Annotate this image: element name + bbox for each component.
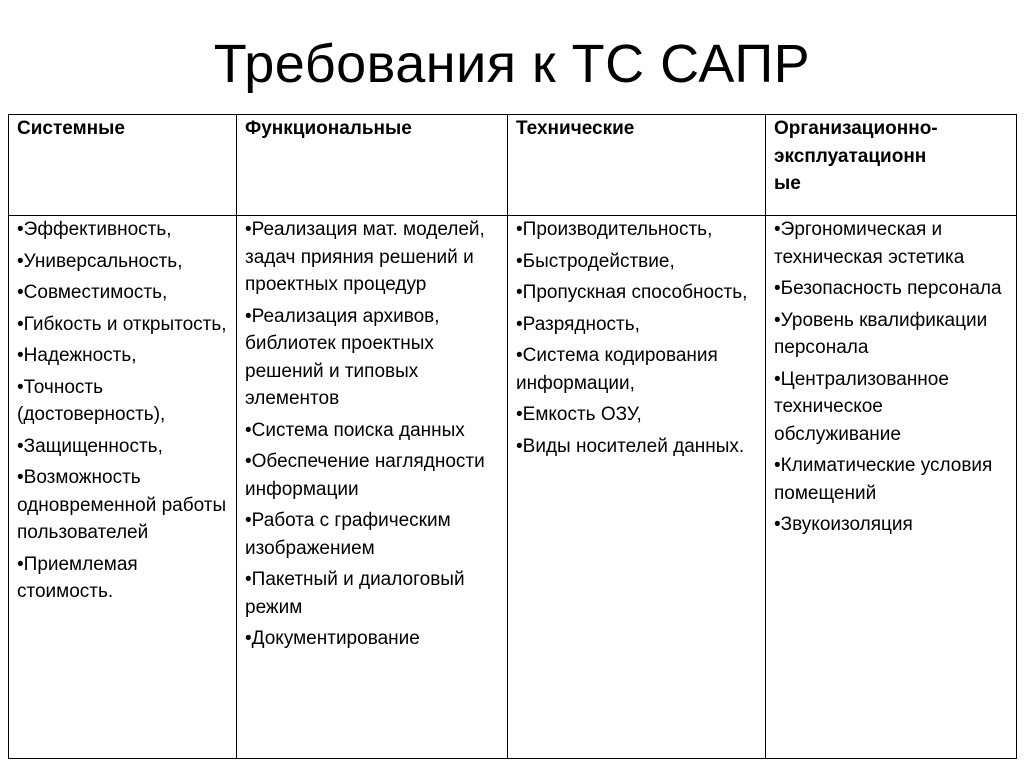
bullet-marker: • — [774, 514, 781, 535]
list-item-text: Звукоизоляция — [780, 514, 913, 535]
bullet-marker: • — [516, 404, 523, 425]
list-organizational — [774, 216, 1010, 539]
bullet-marker: • — [245, 628, 252, 649]
list-item — [774, 275, 1010, 303]
bullet-marker: • — [516, 313, 523, 335]
list-item — [17, 433, 230, 461]
list-technical — [516, 216, 759, 460]
list-item — [516, 342, 759, 397]
bullet-marker: • — [774, 309, 781, 331]
list-item-text: Эргономическая и техническая эстетика — [774, 219, 965, 268]
list-item — [245, 625, 501, 653]
list-item-text: Производительность, — [522, 219, 713, 240]
header-organizational-line-3: ые — [774, 173, 801, 194]
table-body-row — [9, 216, 1017, 759]
list-item-text: Приемлемая стоимость. — [17, 553, 138, 602]
list-item-text: Гибкость и открытость, — [23, 313, 227, 335]
list-item — [516, 279, 759, 307]
list-item — [245, 417, 501, 445]
list-item — [774, 366, 1010, 449]
cell-organizational — [766, 216, 1017, 759]
list-item-text: Реализация мат. моделей, задач прияния решений и проектных процедур — [245, 219, 485, 295]
bullet-marker: • — [245, 219, 252, 240]
list-item-text: Безопасность персонала — [780, 278, 1002, 299]
bullet-marker: • — [17, 553, 24, 575]
list-item — [516, 433, 759, 461]
list-item-text: Климатические условия помещений — [774, 455, 993, 504]
list-item — [245, 448, 501, 503]
list-item — [17, 216, 230, 244]
header-organizational — [766, 115, 1017, 216]
list-item-text: Точность (достоверность), — [17, 376, 166, 425]
list-item — [17, 279, 230, 307]
list-item — [774, 307, 1010, 362]
cell-functional — [237, 216, 508, 759]
bullet-marker: • — [245, 569, 252, 590]
list-item-text: Универсальность, — [23, 250, 183, 272]
list-item — [516, 311, 759, 339]
bullet-marker: • — [245, 305, 252, 327]
list-item-text: Быстродействие, — [522, 250, 675, 272]
header-organizational-line-1: Организационно- — [774, 118, 938, 139]
cell-technical — [508, 216, 766, 759]
list-item-text: Работа с графическим изображением — [245, 510, 451, 559]
cell-system — [9, 216, 237, 759]
list-item — [17, 311, 230, 339]
list-item — [245, 303, 501, 413]
bullet-marker: • — [774, 368, 781, 390]
list-item-text: Пропускная способность, — [522, 282, 748, 303]
bullet-marker: • — [516, 250, 523, 272]
header-functional — [237, 115, 508, 216]
bullet-marker: • — [17, 313, 24, 335]
bullet-marker: • — [516, 282, 523, 303]
page-title: Требования к ТС САПР — [213, 34, 811, 94]
bullet-marker: • — [17, 282, 24, 303]
bullet-marker: • — [17, 345, 24, 366]
bullet-marker: • — [245, 419, 252, 441]
list-item-text: Пакетный и диалоговый режим — [245, 569, 465, 618]
list-item-text: Система поиска данных — [251, 419, 465, 441]
header-functional-label: Функциональные — [245, 118, 412, 139]
bullet-marker: • — [17, 250, 24, 272]
list-item-text: Эффективность, — [23, 219, 172, 240]
list-system — [17, 216, 230, 606]
requirements-table — [8, 114, 1017, 759]
list-item-text: Разрядность, — [522, 313, 640, 335]
bullet-marker: • — [516, 345, 523, 366]
bullet-marker: • — [245, 451, 252, 472]
list-item-text: Реализация архивов, библиотек проектных решений и типовых элементов — [245, 305, 440, 409]
header-technical-label: Технические — [516, 118, 635, 139]
list-item — [17, 342, 230, 370]
list-item — [774, 511, 1010, 539]
list-item — [17, 248, 230, 276]
list-item-text: Совместимость, — [23, 282, 168, 303]
list-item — [516, 216, 759, 244]
header-system-label: Системные — [17, 118, 125, 139]
list-item — [245, 216, 501, 299]
bullet-marker: • — [17, 219, 24, 240]
list-item-text: Документирование — [251, 628, 420, 649]
bullet-marker: • — [774, 455, 781, 476]
bullet-marker: • — [17, 435, 24, 457]
bullet-marker: • — [245, 510, 252, 531]
list-item — [17, 464, 230, 547]
list-item-text: Надежность, — [23, 345, 137, 366]
bullet-marker: • — [17, 376, 24, 398]
bullet-marker: • — [516, 435, 523, 457]
bullet-marker: • — [774, 278, 781, 299]
list-item-text: Защищенность, — [23, 435, 163, 457]
list-item-text: Виды носителей данных. — [522, 435, 745, 457]
list-item — [516, 401, 759, 429]
table-header-row — [9, 115, 1017, 216]
list-item — [516, 248, 759, 276]
bullet-marker: • — [516, 219, 523, 240]
list-item — [774, 452, 1010, 507]
list-item-text: Возможность одновременной работы пользователей — [17, 467, 227, 543]
list-item — [774, 216, 1010, 271]
list-item — [245, 566, 501, 621]
list-item-text: Обеспечение наглядности информации — [245, 451, 485, 500]
list-functional — [245, 216, 501, 653]
header-technical — [508, 115, 766, 216]
list-item — [17, 374, 230, 429]
header-system — [9, 115, 237, 216]
list-item-text: Емкость ОЗУ, — [522, 404, 642, 425]
header-organizational-line-2: эксплуатационн — [774, 145, 927, 167]
list-item-text: Система кодирования информации, — [516, 345, 718, 394]
bullet-marker: • — [774, 219, 781, 240]
list-item — [245, 507, 501, 562]
list-item — [17, 551, 230, 606]
list-item-text: Уровень квалификации персонала — [774, 309, 988, 358]
bullet-marker: • — [17, 467, 24, 488]
list-item-text: Централизованное техническое обслуживание — [774, 368, 949, 445]
